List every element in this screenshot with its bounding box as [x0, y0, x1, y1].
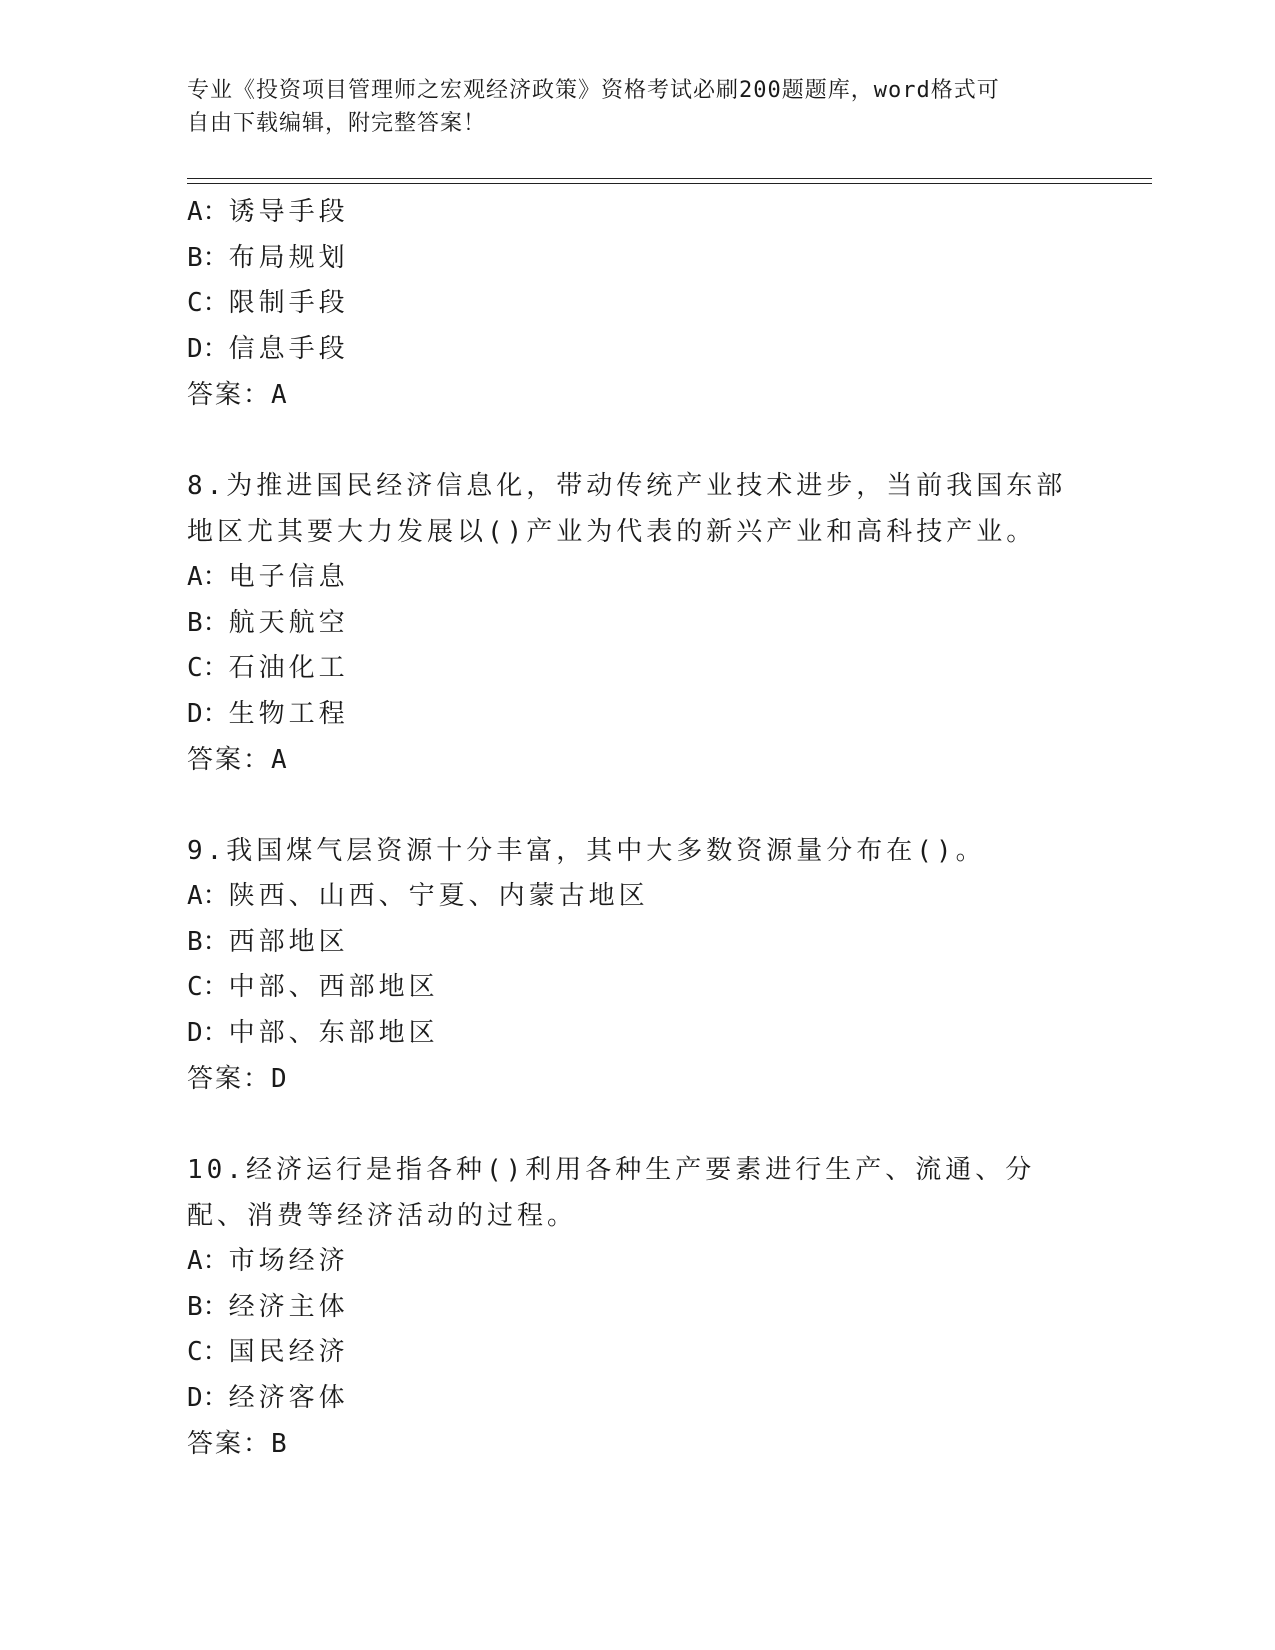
option-a: A：陕西、山西、宁夏、内蒙古地区: [187, 881, 649, 911]
option-d: D：中部、东部地区: [187, 1017, 439, 1048]
question-list: [187, 190, 1087, 1467]
question-block: [187, 828, 1087, 1102]
answer: 答案：A: [187, 380, 289, 410]
option-b: B：西部地区: [187, 926, 349, 957]
option-b: B：经济主体: [187, 1291, 349, 1322]
option-d: D：经济客体: [187, 1382, 349, 1413]
answer: 答案：A: [187, 745, 289, 775]
option-a: A：诱导手段: [187, 197, 349, 227]
header-rule-bottom: [187, 183, 1152, 184]
question-text: 8.为推进国民经济信息化，带动传统产业技术进步，当前我国东部地区尤其要大力发展以()产业为代表的新兴产业和高科技产业。: [187, 471, 1067, 547]
option-d: D：信息手段: [187, 333, 349, 364]
option-b: B：布局规划: [187, 242, 349, 273]
option-c: C：石油化工: [187, 653, 349, 683]
option-d: D：生物工程: [187, 698, 349, 729]
option-c: C：限制手段: [187, 288, 349, 318]
option-c: C：中部、西部地区: [187, 972, 439, 1002]
question-text: 9.我国煤气层资源十分丰富，其中大多数资源量分布在()。: [187, 836, 986, 866]
option-a: A：电子信息: [187, 562, 349, 592]
header-rule-top: [187, 178, 1152, 179]
question-block: [187, 1147, 1087, 1467]
question-text: 10.经济运行是指各种()利用各种生产要素进行生产、流通、分配、消费等经济活动的过程。: [187, 1155, 1036, 1231]
option-c: C：国民经济: [187, 1337, 349, 1367]
option-a: A：市场经济: [187, 1246, 349, 1276]
header-line-1: 专业《投资项目管理师之宏观经济政策》资格考试必刷200题题库，word格式可: [187, 78, 1000, 103]
header-line-2: 自由下载编辑，附完整答案！: [187, 111, 487, 136]
question-block: [187, 463, 1087, 783]
option-b: B：航天航空: [187, 607, 349, 638]
question-block: [187, 190, 1087, 418]
answer: 答案：B: [187, 1429, 289, 1459]
answer: 答案：D: [187, 1064, 289, 1094]
document-header: [187, 74, 1077, 140]
